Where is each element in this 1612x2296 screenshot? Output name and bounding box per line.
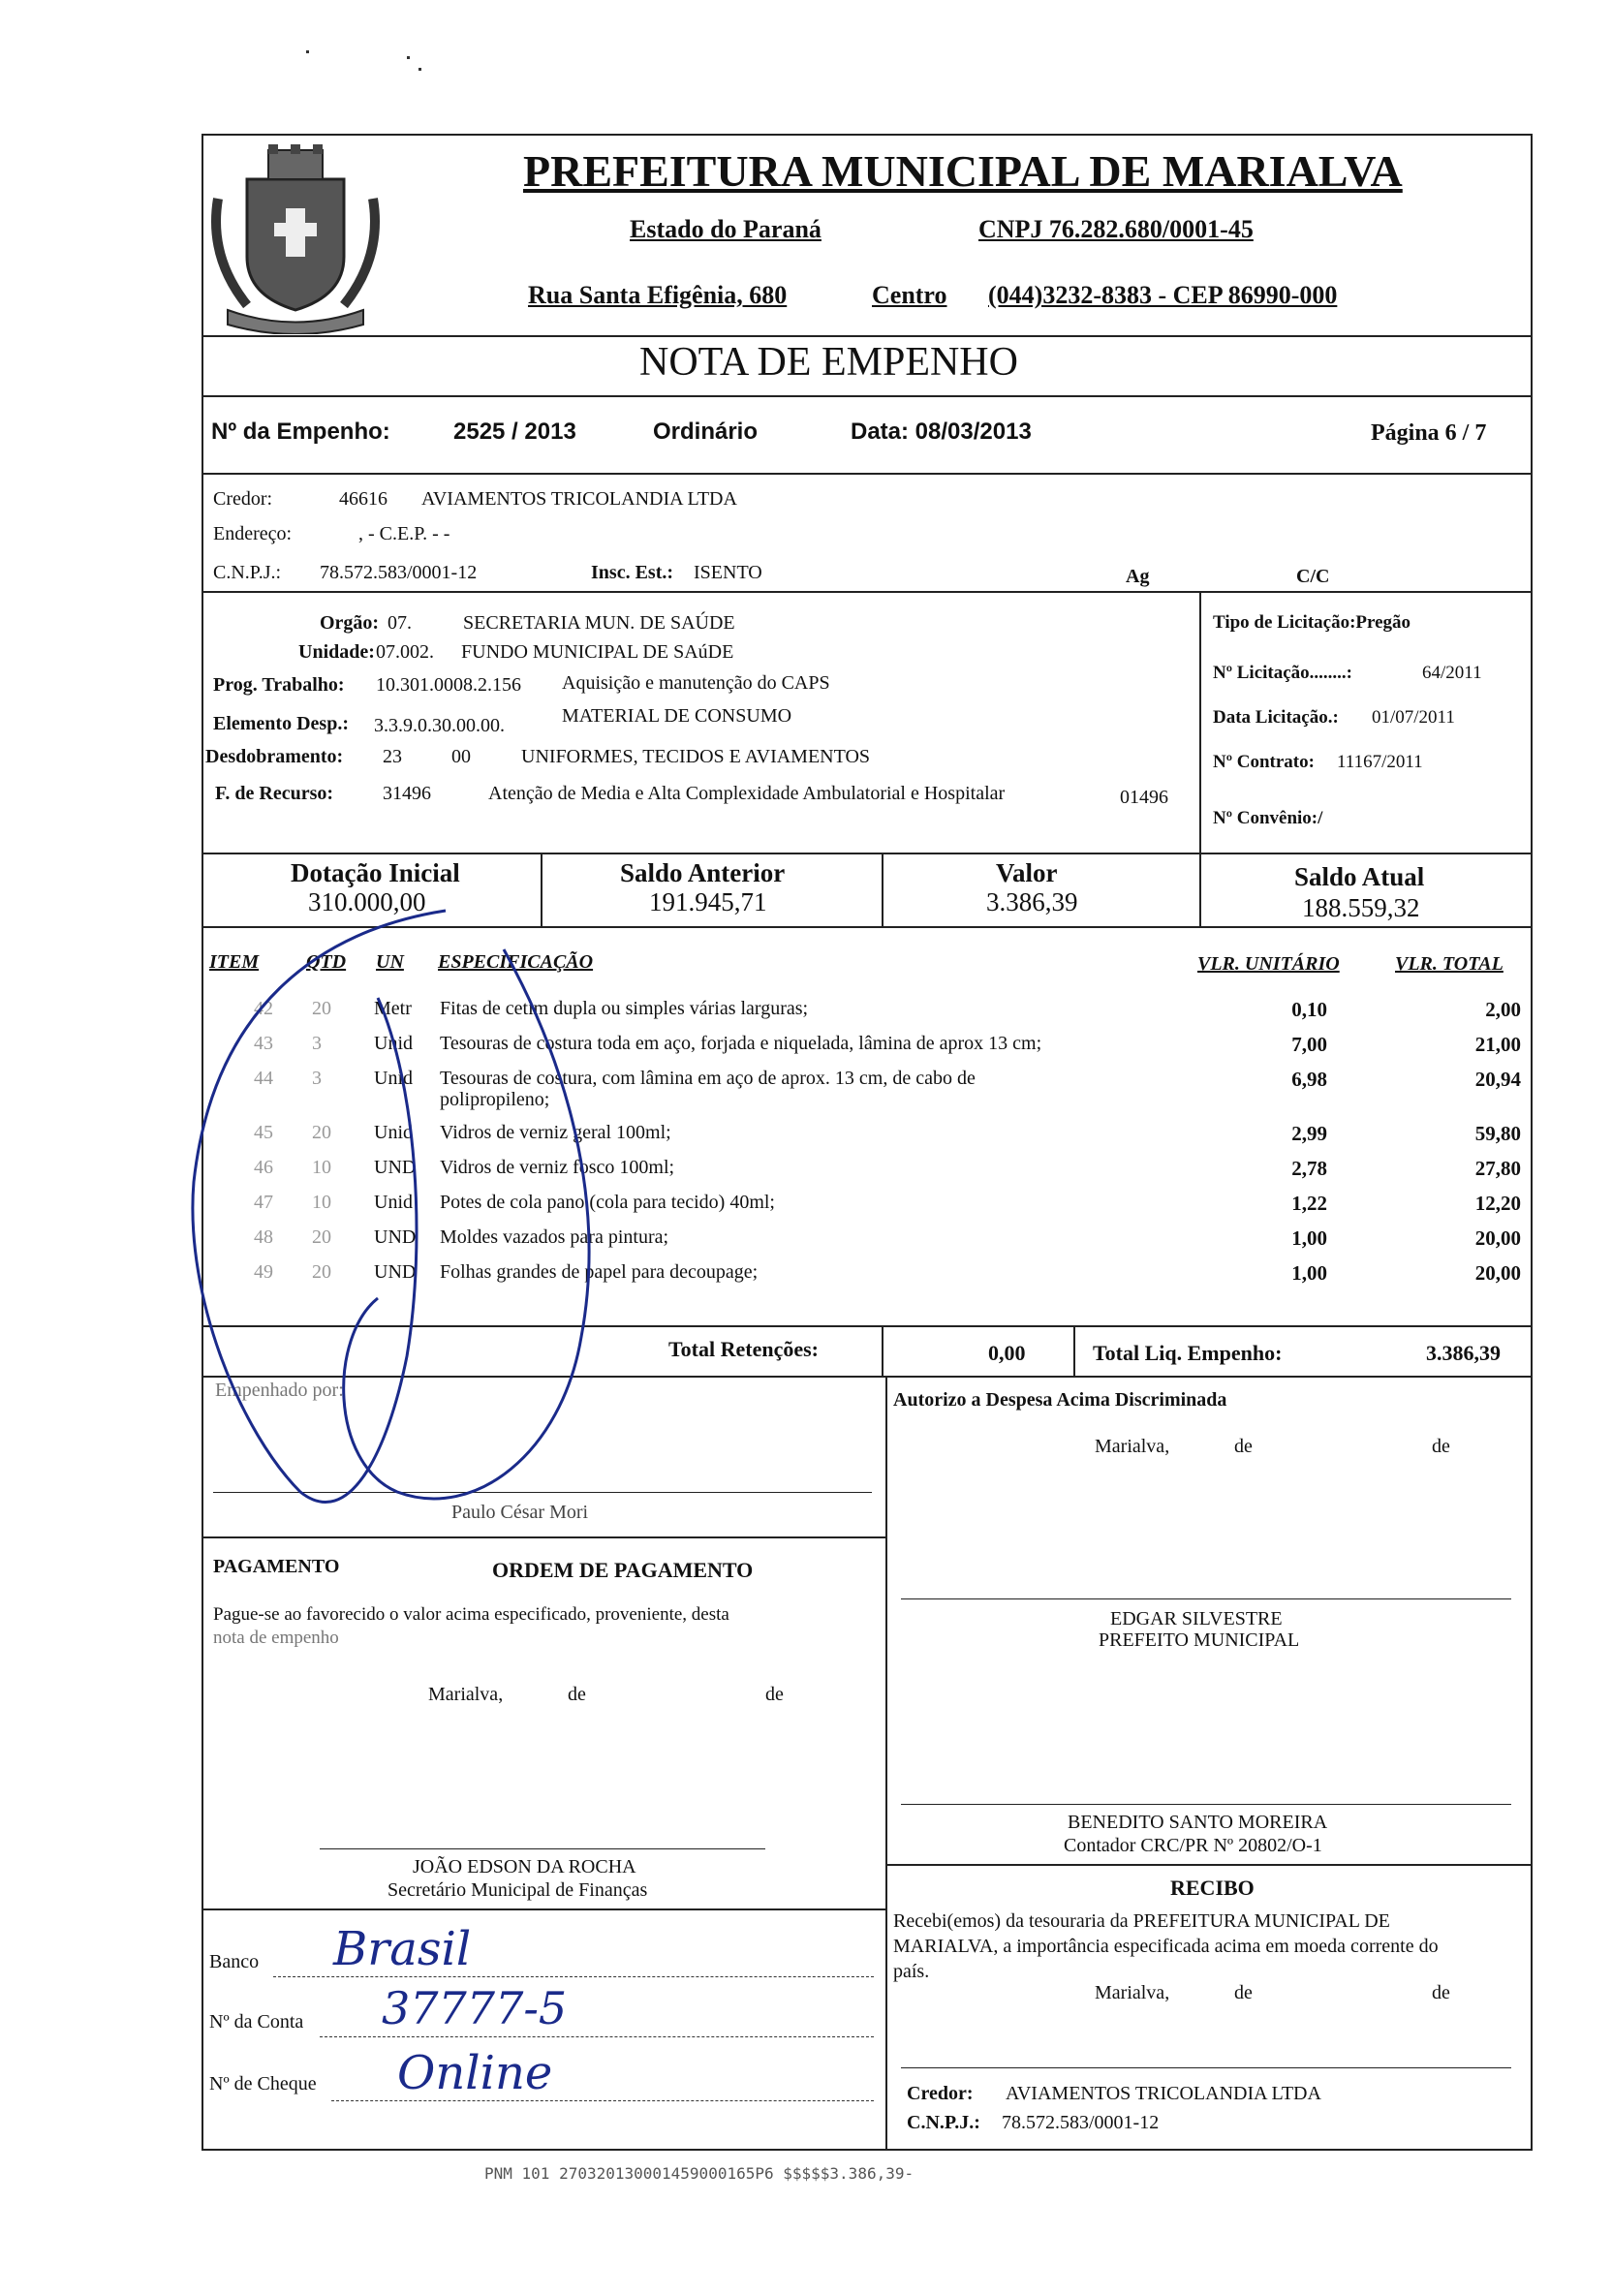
- credor-cnpj: 78.572.583/0001-12: [320, 562, 478, 583]
- contrato-label: Nº Contrato:: [1213, 752, 1315, 772]
- item-unit: UND: [374, 1226, 417, 1248]
- atual-value: 188.559,32: [1302, 893, 1420, 922]
- item-desc: Vidros de verniz fosco 100ml;: [440, 1157, 675, 1178]
- district: Centro: [872, 281, 947, 309]
- signature-line: [901, 1804, 1511, 1805]
- divider: [202, 1908, 885, 1910]
- prefeito-cargo: PREFEITO MUNICIPAL: [1099, 1629, 1300, 1651]
- autorizo-de1: de: [1234, 1436, 1253, 1457]
- elemento-name: MATERIAL DE CONSUMO: [562, 705, 792, 727]
- divider: [1199, 591, 1201, 853]
- ordem-pagamento: ORDEM DE PAGAMENTO: [492, 1558, 754, 1582]
- item-qtd: 20: [312, 998, 331, 1019]
- contador-cargo: Contador CRC/PR Nº 20802/O-1: [1064, 1835, 1322, 1856]
- conta-label: Nº da Conta: [209, 2011, 304, 2032]
- ordem-de2: de: [765, 1684, 784, 1705]
- cnpj-header: CNPJ 76.282.680/0001-45: [978, 215, 1254, 243]
- conta-handwritten: 37777-5: [382, 1982, 568, 2034]
- item-unit-price: 1,00: [1291, 1261, 1327, 1285]
- item-total: 20,94: [1474, 1068, 1521, 1091]
- retencoes-value: 0,00: [988, 1341, 1026, 1365]
- unidade-label: Unidade:: [298, 641, 375, 663]
- phone-cep: (044)3232-8383 - CEP 86990-000: [988, 281, 1338, 309]
- item-unit-price: 2,78: [1291, 1157, 1327, 1180]
- anterior-value: 191.945,71: [649, 887, 767, 916]
- licitacao-data: 01/07/2011: [1372, 707, 1455, 728]
- item-total: 20,00: [1474, 1261, 1521, 1285]
- signature-line: [901, 1598, 1511, 1599]
- cheque-line: [331, 2100, 874, 2101]
- recibo-texto2: MARIALVA, a importância especificada acima em moeda corrente do: [893, 1936, 1439, 1957]
- item-desc: Folhas grandes de papel para decoupage;: [440, 1261, 759, 1283]
- fonte-name: Atenção de Media e Alta Complexidade Ambulatorial e Hospitalar: [488, 783, 1006, 804]
- signature-line: [320, 1848, 765, 1849]
- item-qtd: 10: [312, 1157, 331, 1178]
- cheque-handwritten: Online: [397, 2046, 553, 2100]
- item-desc: Vidros de verniz geral 100ml;: [440, 1122, 671, 1143]
- item-number: 49: [254, 1261, 273, 1283]
- endereco-label: Endereço:: [213, 523, 293, 544]
- item-unit: Unid: [374, 1033, 413, 1054]
- divider: [885, 1864, 1533, 1866]
- divider: [882, 853, 884, 926]
- credor-code: 46616: [339, 488, 388, 510]
- cnpj-label: C.N.P.J.:: [213, 562, 282, 583]
- item-number: 48: [254, 1226, 273, 1248]
- empenhado-label: Empenhado por:: [215, 1380, 344, 1401]
- item-qtd: 3: [312, 1033, 322, 1054]
- cep: , - C.E.P. - -: [358, 523, 450, 544]
- credor-label: Credor:: [213, 488, 273, 510]
- dotacao-label: Dotação Inicial: [291, 858, 460, 887]
- divider: [202, 473, 1533, 475]
- elemento-code: 3.3.9.0.30.00.00.: [374, 715, 505, 736]
- convenio: Nº Convênio:/: [1213, 808, 1323, 828]
- banco-handwritten: Brasil: [333, 1922, 472, 1976]
- credor-recibo-cnpj-label: C.N.P.J.:: [907, 2112, 980, 2133]
- divider: [202, 335, 1533, 337]
- dotacao-value: 310.000,00: [308, 887, 426, 916]
- insc-value: ISENTO: [694, 562, 762, 583]
- item-number: 47: [254, 1192, 273, 1213]
- item-total: 27,80: [1474, 1157, 1521, 1180]
- col-item: ITEM: [209, 951, 260, 973]
- secretario-nome: JOÃO EDSON DA ROCHA: [413, 1856, 636, 1877]
- ordem-de1: de: [568, 1684, 586, 1705]
- item-desc: Potes de cola pano (cola para tecido) 40ml;: [440, 1192, 775, 1213]
- item-unit-price: 0,10: [1291, 998, 1327, 1021]
- col-especificacao: ESPECIFICAÇÃO: [438, 951, 594, 973]
- desdobramento-code: 23: [383, 746, 402, 767]
- address: Rua Santa Efigênia, 680: [528, 281, 788, 309]
- item-unit: Metr: [374, 998, 412, 1019]
- prog-name: Aquisição e manutenção do CAPS: [562, 672, 830, 694]
- empenho-type: Ordinário: [653, 419, 759, 445]
- item-number: 46: [254, 1157, 273, 1178]
- item-qtd: 20: [312, 1261, 331, 1283]
- item-unit-price: 7,00: [1291, 1033, 1327, 1056]
- item-number: 45: [254, 1122, 273, 1143]
- fonte-code2: 01496: [1120, 787, 1168, 808]
- divider: [202, 591, 1533, 593]
- item-total: 2,00: [1485, 998, 1521, 1021]
- empenhado-nome: Paulo César Mori: [451, 1502, 589, 1523]
- divider: [882, 1325, 884, 1376]
- item-number: 44: [254, 1068, 273, 1089]
- unidade-code: 07.002.: [376, 641, 434, 663]
- item-qtd: 3: [312, 1068, 322, 1089]
- item-qtd: 20: [312, 1226, 331, 1248]
- item-unit: Unid: [374, 1068, 413, 1089]
- item-total: 12,20: [1474, 1192, 1521, 1215]
- scan-speck: [407, 56, 410, 59]
- col-qtd: QTD: [306, 951, 347, 973]
- valor-label: Valor: [996, 858, 1058, 887]
- banco-label: Banco: [209, 1951, 260, 1972]
- atual-label: Saldo Atual: [1294, 862, 1425, 891]
- banco-line: [273, 1976, 874, 1977]
- signature-line: [901, 2067, 1511, 2068]
- prefeito-nome: EDGAR SILVESTRE: [1110, 1608, 1283, 1629]
- credor-recibo-cnpj: 78.572.583/0001-12: [1002, 2112, 1160, 2133]
- ag-label: Ag: [1126, 566, 1150, 587]
- item-number: 43: [254, 1033, 273, 1054]
- page-title: PREFEITURA MUNICIPAL DE MARIALVA: [523, 146, 1403, 196]
- state-name: Estado do Paraná: [630, 215, 822, 243]
- divider: [1199, 853, 1201, 926]
- item-unit: Unid: [374, 1192, 413, 1213]
- secretario-cargo: Secretário Municipal de Finanças: [388, 1879, 648, 1901]
- insc-label: Insc. Est.:: [591, 562, 674, 583]
- prog-code: 10.301.0008.2.156: [376, 674, 521, 696]
- ordem-texto2: nota de empenho: [213, 1628, 339, 1648]
- licitacao-data-label: Data Licitação.:: [1213, 707, 1339, 728]
- item-unit: UND: [374, 1157, 417, 1178]
- pagamento-label: PAGAMENTO: [213, 1556, 340, 1577]
- contador-nome: BENEDITO SANTO MOREIRA: [1068, 1812, 1328, 1833]
- handwritten-signature: [184, 891, 610, 1531]
- prog-label: Prog. Trabalho:: [213, 674, 345, 696]
- recibo-title: RECIBO: [1170, 1876, 1255, 1900]
- document-title: NOTA DE EMPENHO: [639, 340, 1018, 385]
- item-total: 20,00: [1474, 1226, 1521, 1250]
- licitacao-numero: 64/2011: [1422, 663, 1482, 683]
- autorizo-local: Marialva,: [1095, 1436, 1170, 1457]
- recibo-de1: de: [1234, 1982, 1253, 2003]
- recibo-local: Marialva,: [1095, 1982, 1170, 2003]
- coat-of-arms-logo: [208, 140, 383, 334]
- item-unit-price: 2,99: [1291, 1122, 1327, 1145]
- fonte-code: 31496: [383, 783, 431, 804]
- credor-recibo-nome: AVIAMENTOS TRICOLANDIA LTDA: [1006, 2083, 1321, 2104]
- item-desc: Tesouras de costura toda em aço, forjada e niquelada, lâmina de aprox 13 cm;: [440, 1033, 1042, 1054]
- col-un: UN: [376, 951, 404, 973]
- recibo-texto3: país.: [893, 1961, 930, 1982]
- item-qtd: 20: [312, 1122, 331, 1143]
- orgao-label: Orgão:: [320, 612, 380, 634]
- item-desc: Fitas de cetim dupla ou simples várias larguras;: [440, 998, 809, 1019]
- empenho-date: Data: 08/03/2013: [851, 419, 1032, 445]
- autorizo-label: Autorizo a Despesa Acima Discriminada: [893, 1389, 1227, 1411]
- item-unit-price: 1,22: [1291, 1192, 1327, 1215]
- anterior-label: Saldo Anterior: [620, 858, 786, 887]
- item-unit-price: 6,98: [1291, 1068, 1327, 1091]
- divider: [202, 853, 1533, 854]
- scan-speck: [418, 68, 421, 71]
- col-unitario: VLR. UNITÁRIO: [1197, 953, 1340, 975]
- recibo-de2: de: [1432, 1982, 1450, 2003]
- divider: [1073, 1325, 1075, 1376]
- divider: [202, 395, 1533, 397]
- liq-label: Total Liq. Empenho:: [1093, 1341, 1283, 1365]
- tipo-licitacao: Tipo de Licitação:Pregão: [1213, 612, 1411, 633]
- cheque-label: Nº de Cheque: [209, 2073, 317, 2094]
- item-qtd: 10: [312, 1192, 331, 1213]
- liq-value: 3.386,39: [1426, 1341, 1501, 1365]
- barcode-text: PNM 101 270320130001459000165P6 $$$$$3.386,39-: [484, 2164, 914, 2183]
- fonte-label: F. de Recurso:: [215, 783, 334, 804]
- page-number: Página 6 / 7: [1371, 420, 1487, 446]
- contrato: 11167/2011: [1337, 752, 1423, 772]
- item-unit-price: 1,00: [1291, 1226, 1327, 1250]
- item-total: 21,00: [1474, 1033, 1521, 1056]
- credor-name: AVIAMENTOS TRICOLANDIA LTDA: [421, 488, 737, 510]
- divider: [202, 1536, 885, 1538]
- ordem-texto: Pague-se ao favorecido o valor acima especificado, proveniente, desta: [213, 1604, 729, 1625]
- orgao-name: SECRETARIA MUN. DE SAÚDE: [463, 612, 735, 634]
- recibo-texto1: Recebi(emos) da tesouraria da PREFEITURA MUNICIPAL DE: [893, 1910, 1390, 1932]
- credor-recibo-label: Credor:: [907, 2083, 974, 2104]
- empenho-label: Nº da Empenho:: [211, 419, 390, 445]
- divider: [885, 1376, 887, 2151]
- item-desc-cont: polipropileno;: [440, 1089, 550, 1110]
- unidade-name: FUNDO MUNICIPAL DE SAúDE: [461, 641, 734, 663]
- desdobramento-label: Desdobramento:: [205, 746, 344, 767]
- cc-label: C/C: [1296, 566, 1330, 587]
- item-desc: Moldes vazados para pintura;: [440, 1226, 669, 1248]
- item-unit: UND: [374, 1261, 417, 1283]
- valor-value: 3.386,39: [986, 887, 1078, 916]
- conta-line: [320, 2036, 874, 2037]
- empenho-number: 2525 / 2013: [453, 419, 576, 445]
- ordem-local: Marialva,: [428, 1684, 504, 1705]
- col-total: VLR. TOTAL: [1395, 953, 1504, 975]
- item-unit: Unid: [374, 1122, 413, 1143]
- desdobramento-sub: 00: [451, 746, 471, 767]
- autorizo-de2: de: [1432, 1436, 1450, 1457]
- item-desc: Tesouras de costura, com lâmina em aço de aprox. 13 cm, de cabo de: [440, 1068, 976, 1089]
- scan-speck: [306, 50, 309, 53]
- orgao-code: 07.: [388, 612, 412, 634]
- item-total: 59,80: [1474, 1122, 1521, 1145]
- licitacao-numero-label: Nº Licitação........:: [1213, 663, 1352, 683]
- retencoes-label: Total Retenções:: [668, 1337, 819, 1361]
- elemento-label: Elemento Desp.:: [213, 713, 349, 734]
- desdobramento-name: UNIFORMES, TECIDOS E AVIAMENTOS: [521, 746, 871, 767]
- item-number: 42: [254, 998, 273, 1019]
